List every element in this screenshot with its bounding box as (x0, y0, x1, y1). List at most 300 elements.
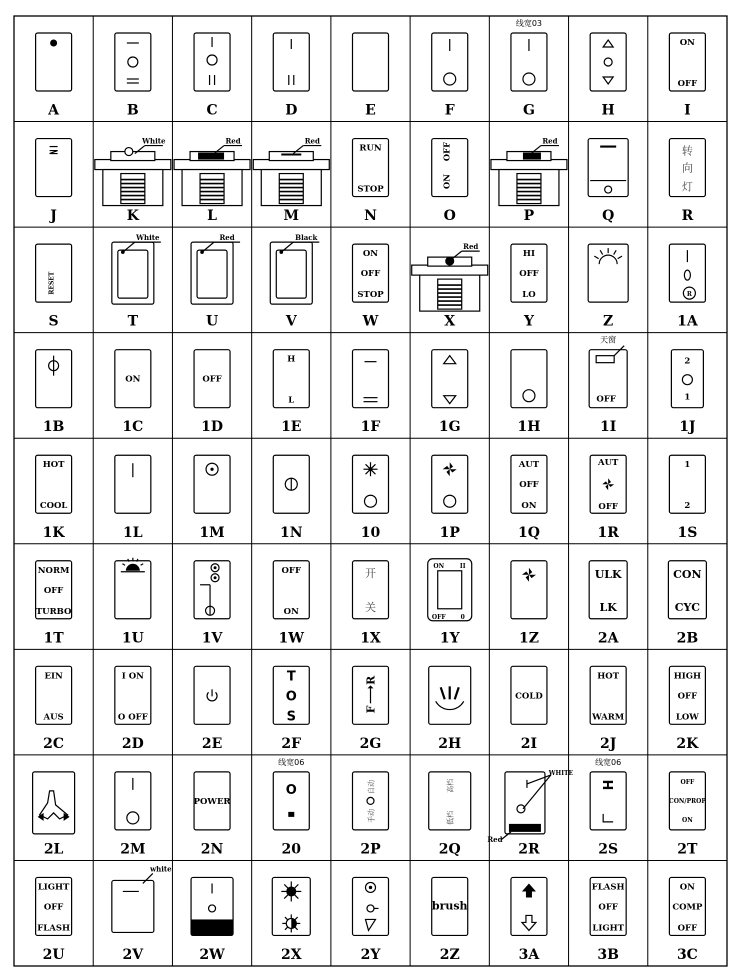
color-note: Red (463, 242, 479, 252)
cell-label: 1Q (517, 524, 540, 541)
switch-text-top: ON (362, 249, 379, 260)
switch-cell-1j (671, 350, 703, 436)
switch-cell-2d (115, 666, 151, 752)
circle-icon (517, 805, 525, 813)
switch-cell-2g (353, 666, 389, 752)
switch-text: brush (431, 899, 468, 913)
switch-text-bottom: OFF (598, 502, 618, 513)
cell-label: U (205, 313, 219, 330)
switch-text: ON (125, 374, 141, 385)
switch-text-top: AUT (597, 458, 619, 469)
switch-text-top: OFF (281, 565, 302, 576)
switch-text-bottom: LK (599, 600, 617, 614)
sun-icon (599, 255, 617, 264)
switch-text-top: H (602, 779, 618, 791)
fan-blade (446, 469, 449, 476)
rotated-on-icon (50, 151, 58, 154)
switch-cell-w (353, 244, 389, 330)
cell-label: 2Z (439, 947, 460, 963)
switch-cell-o (432, 139, 468, 225)
switch-text-top: HOT (597, 671, 620, 682)
down-triangle-icon (444, 396, 456, 404)
fan-blade (605, 484, 608, 490)
cell-label: 2A (597, 630, 619, 647)
switch-text-bottom: ON (442, 173, 453, 190)
cell-label: 1M (199, 524, 225, 541)
switch-text-top: 1 (684, 460, 691, 471)
cell-label: B (126, 102, 139, 119)
dot-icon (214, 566, 217, 569)
switch-text-top: CON (673, 567, 702, 581)
switch-cell-2n (194, 772, 232, 858)
up-triangle-icon (603, 40, 613, 47)
switch-cell-1h (511, 350, 547, 436)
switch-face (115, 33, 151, 91)
cell-label: T (127, 313, 139, 330)
switch-cell-10 (353, 455, 389, 541)
switch-text-top: O (285, 782, 297, 798)
switch-text: OFF (431, 613, 446, 621)
cell-label: 1G (438, 419, 461, 436)
switch-text-bottom: CYC (674, 600, 700, 614)
cell-label: 2E (201, 735, 223, 752)
cell-label: 2T (677, 841, 698, 858)
switch-text: POWER (193, 796, 231, 807)
color-note: Black (295, 233, 318, 243)
switch-face (194, 455, 230, 513)
switch-cell-n (353, 139, 389, 225)
switch-text-bottom: 1 (684, 392, 691, 403)
cell-label: L (207, 208, 217, 225)
cell-label: 2N (200, 841, 224, 858)
sun-ray (141, 564, 144, 566)
switch-text-middle: OFF (43, 902, 64, 913)
dot-icon (50, 40, 57, 47)
wiper-icon (455, 687, 459, 699)
circle-icon (444, 73, 456, 85)
switch-text: S (286, 709, 296, 725)
cell-label: H (601, 102, 615, 119)
circle-icon (367, 797, 374, 804)
switch-text-middle: OFF (519, 480, 539, 491)
cell-label: 1H (517, 419, 541, 436)
switch-text-bottom: LOW (675, 712, 699, 723)
fan-blade (608, 478, 611, 484)
cell-label: F (444, 102, 455, 119)
color-note: Red (542, 136, 558, 146)
switch-cell-z (588, 244, 628, 330)
circle-icon (367, 905, 374, 912)
switch-cell-2c (36, 666, 72, 752)
fan-blade (602, 481, 608, 484)
switch-cell-1v (194, 561, 230, 647)
cell-label: Z (603, 313, 614, 330)
switch-cell-d (273, 33, 309, 119)
cell-label: 1B (42, 419, 65, 436)
color-note: WHITE (548, 769, 574, 777)
switch-text-bottom: WARM (592, 712, 625, 723)
cell-label: O (443, 208, 456, 225)
switch-text-middle: OFF (677, 691, 698, 702)
switch-cell-2q (429, 772, 471, 858)
switch-cell-a (36, 33, 72, 119)
switch-cell-y (511, 244, 547, 330)
cell-label: 2G (359, 735, 382, 752)
switch-face (590, 33, 626, 91)
switch-cell-2h (429, 666, 471, 752)
switch-text-top: NORM (37, 565, 70, 576)
switch-text: R (686, 291, 692, 299)
line-width-note: 天窗 (600, 335, 617, 345)
switch-text: OFF (202, 374, 222, 385)
switch-cell-1c (115, 350, 151, 436)
cell-label: 2X (280, 947, 302, 963)
switch-face (112, 880, 154, 932)
color-note: White (136, 233, 160, 243)
sun-ray (618, 256, 622, 259)
switch-face (353, 33, 389, 91)
cell-label: 1R (597, 524, 619, 541)
color-note: Red (304, 136, 320, 146)
cell-label: Y (523, 313, 534, 330)
switch-cell-3c (669, 877, 705, 963)
switch-text-bottom: 2 (684, 501, 691, 512)
sunrise-icon (126, 564, 140, 571)
cell-label: 1N (280, 524, 303, 541)
switch-text-bottom: OFF (677, 79, 698, 89)
switch-text-bottom: AUS (43, 712, 64, 723)
wiper-arc-icon (436, 701, 464, 709)
switch-cell-1i (589, 335, 627, 436)
cell-label: S (48, 313, 59, 330)
cell-label: 2C (43, 735, 65, 752)
cell-label: 2Q (438, 841, 461, 858)
skylight-icon (596, 356, 614, 363)
cell-label: 2M (120, 841, 146, 858)
cell-label: 1D (201, 419, 224, 436)
up-triangle-icon (444, 356, 456, 364)
switch-cell-2j (590, 666, 626, 752)
cell-label: C (206, 102, 218, 119)
switch-cell-20 (273, 757, 309, 858)
cell-label: 1P (439, 524, 460, 541)
switch-cell-2a (589, 561, 627, 647)
dot-icon (214, 576, 217, 579)
cell-label: 2F (281, 735, 302, 752)
inner-frame (276, 250, 306, 298)
red-band (509, 824, 541, 832)
switch-text-middle: OFF (598, 902, 618, 913)
switch-cell-1m (194, 455, 230, 541)
switch-cell-2t (669, 772, 706, 858)
switch-text-top: ULK (594, 567, 622, 581)
switch-cell-2f (273, 666, 309, 752)
leader-line (614, 346, 624, 356)
switch-cell-1t (36, 561, 72, 647)
sun-ray (594, 256, 598, 259)
cell-label: G (522, 102, 535, 119)
indicator-bar (198, 153, 224, 160)
circle-icon (127, 812, 139, 824)
down-arrow-icon (522, 915, 536, 930)
switch-cell-1g (432, 350, 468, 436)
cell-label: 3C (676, 947, 698, 963)
color-note: White (142, 136, 166, 146)
color-note: white (150, 864, 172, 874)
cell-label: 2W (199, 947, 225, 963)
cell-label: 1F (360, 419, 381, 436)
cell-label: J (50, 208, 57, 225)
switch-text-bottom: ON (283, 606, 299, 617)
switch-cell-h (590, 33, 626, 119)
zero-icon (684, 270, 690, 280)
switch-text-top: EIN (44, 671, 63, 682)
switch-text: 0 (460, 613, 465, 621)
circle-icon (365, 495, 377, 507)
switch-text: ON (433, 562, 445, 570)
switch-cell-2z (432, 877, 468, 963)
switch-cell-t (112, 233, 161, 330)
switch-cell-2i (511, 666, 547, 752)
star-icon (286, 886, 296, 896)
cell-label: W (362, 313, 379, 330)
switch-text: O (285, 689, 297, 705)
switch-cell-x (412, 242, 488, 330)
switch-text: 手动 (367, 808, 376, 823)
switch-text-middle: COMP (672, 902, 703, 913)
switch-text-top: HI (522, 249, 535, 260)
cell-label: 1I (600, 419, 617, 436)
switch-cell-u (191, 233, 240, 330)
switch-cell-2b (668, 561, 706, 647)
dash-icon (288, 812, 294, 817)
fan-blade (450, 462, 453, 469)
switch-cell-i (669, 33, 705, 119)
switch-cell-1s (669, 455, 705, 541)
switch-text: T (286, 669, 296, 685)
switch-text-middle: OFF (43, 585, 64, 596)
switch-text-bottom: 灯 (681, 180, 693, 194)
switch-text-top: AUT (518, 460, 540, 471)
switch-cell-f (432, 33, 468, 119)
indicator-circle (125, 148, 133, 156)
switch-text-bottom: STOP (357, 290, 384, 301)
line-width-note: 线宽06 (278, 757, 305, 767)
switch-cell-3a (511, 877, 547, 963)
switch-cell-1z (511, 561, 547, 647)
switch-cell-v (270, 233, 319, 330)
cell-label: 1K (42, 524, 65, 541)
cell-label: 2P (360, 841, 381, 858)
switch-text-bottom: O OFF (117, 712, 148, 723)
cell-label: 1E (281, 419, 302, 436)
cell-label: 2K (676, 735, 699, 752)
switch-text: II (459, 562, 466, 570)
rocker-top (269, 152, 313, 161)
switch-cell-2m (115, 772, 151, 858)
cell-label: 1Y (439, 630, 460, 647)
switch-cell-1w (273, 561, 309, 647)
circle-icon (523, 73, 535, 85)
circle-icon (207, 55, 217, 65)
circle-icon (604, 58, 612, 66)
sun-ray (600, 250, 603, 254)
cell-label: 2H (438, 735, 462, 752)
switch-text-top: 2 (684, 356, 691, 367)
switch-cell-2l (33, 772, 75, 858)
switch-cell-2r (487, 770, 573, 858)
cell-label: 3A (518, 947, 540, 963)
switch-cell-1a (669, 244, 705, 330)
down-triangle-icon (603, 77, 613, 84)
switch-text-top: HIGH (673, 671, 702, 682)
switch-text: COLD (515, 691, 543, 702)
cell-label: K (126, 208, 139, 225)
cell-label: X (444, 313, 456, 330)
switch-text-top: OFF (680, 778, 695, 786)
black-band (191, 919, 233, 935)
switch-cell-1k (36, 455, 72, 541)
switch-text-top: ON (679, 38, 695, 48)
switch-face (353, 350, 389, 408)
inner-frame (197, 250, 227, 298)
switch-text-top: 转 (681, 144, 693, 158)
fan-blade (529, 575, 536, 578)
switch-text-top: HOT (42, 460, 65, 471)
cell-label: I (684, 102, 691, 119)
l-icon (603, 814, 613, 822)
switch-text-bottom: OFF (596, 394, 616, 405)
switch-cell-q (588, 139, 628, 225)
circle-icon (523, 390, 535, 402)
fan-blade (608, 484, 614, 487)
star-icon (369, 467, 373, 471)
switch-cell-m (253, 137, 329, 225)
switch-text-middle: OFF (360, 269, 381, 280)
cell-label: 1T (43, 630, 64, 647)
fan-blade (450, 469, 457, 472)
switch-cell-c (194, 33, 230, 119)
cell-label: E (365, 102, 376, 119)
switch-cell-1f (353, 350, 389, 436)
switch-cell-3b (590, 877, 626, 963)
line-width-note: 线宽03 (515, 19, 543, 28)
switch-cell-r (669, 139, 705, 225)
switch-cell-2x (272, 877, 310, 963)
cell-label: 2J (599, 735, 617, 752)
cell-label: Q (602, 208, 615, 225)
cell-label: 1W (278, 630, 305, 647)
cell-label: A (48, 102, 60, 119)
dot-icon (210, 468, 213, 471)
fan-blade (526, 575, 529, 582)
cell-label: 1L (123, 524, 143, 541)
inner-frame (118, 250, 148, 298)
cell-label: 2L (43, 841, 64, 858)
cell-label: V (285, 313, 297, 330)
circle-icon (209, 905, 216, 912)
cell-label: 2D (121, 735, 144, 752)
switch-cell-1y (428, 559, 472, 647)
switch-cell-1b (36, 350, 72, 436)
circle-icon (444, 495, 456, 507)
switch-cell-1x (353, 561, 389, 647)
cell-label: P (523, 208, 535, 225)
switch-text: 自动 (367, 779, 376, 794)
switch-cell-2y (353, 877, 389, 963)
switch-text-bottom: LIGHT (592, 923, 624, 934)
color-note: Red (219, 233, 235, 243)
switch-cell-1q (511, 455, 547, 541)
line-width-note: 线宽06 (595, 757, 622, 767)
switch-text: F (364, 705, 378, 714)
switch-cell-p (491, 137, 567, 225)
switch-text-bottom: COOL (39, 501, 68, 512)
switch-text-bottom: ON (682, 816, 693, 824)
cell-label: 2R (518, 841, 540, 858)
cell-label: 10 (360, 524, 381, 541)
cell-label: 2U (42, 947, 65, 963)
fan-blade (443, 466, 450, 469)
switch-face (33, 772, 75, 834)
seat-icon (40, 791, 68, 819)
switch-text-bottom: LO (522, 290, 536, 301)
color-note: Red (487, 834, 503, 844)
switch-cell-b (115, 33, 151, 119)
cell-label: D (285, 102, 298, 119)
switch-cell-1e (273, 350, 309, 436)
switch-cell-s (36, 244, 72, 330)
cell-label: 1A (677, 313, 698, 330)
switch-text-bottom: L (288, 395, 295, 406)
switch-text: 低档 (446, 810, 455, 825)
fan-blade (529, 568, 532, 575)
cell-label: 1S (677, 524, 698, 541)
switch-text-bottom: TURBO (35, 606, 72, 617)
cell-label: 2B (676, 630, 699, 647)
indicator-bar (523, 153, 541, 160)
switch-cell-1n (273, 455, 309, 541)
sun-ray (122, 564, 125, 566)
switch-cell-2e (194, 666, 230, 752)
dot-icon (369, 886, 372, 889)
cell-label: 2S (598, 841, 619, 858)
cell-label: 2Y (360, 947, 381, 963)
switch-text-middle: 向 (681, 161, 693, 175)
wiper-icon (441, 687, 445, 699)
switch-text-top: I ON (121, 671, 144, 682)
switch-cell-1r (590, 455, 626, 541)
switch-text-bottom: ON (521, 501, 537, 512)
switch-cell-2k (669, 666, 705, 752)
switch-text: 高档 (446, 778, 455, 793)
switch-cell-k (95, 137, 171, 225)
cell-label: 3B (597, 947, 619, 963)
cell-label: 1U (121, 630, 144, 647)
cell-label: 1V (201, 630, 223, 647)
switch-cell-1p (432, 455, 468, 541)
switch-cell-e (353, 33, 389, 119)
switch-text-top: ON (679, 882, 695, 893)
cell-label: 1X (360, 630, 381, 647)
switch-face (432, 350, 468, 408)
cell-label: 1Z (518, 630, 539, 647)
switch-text-top: RUN (359, 143, 382, 154)
leader-line (143, 873, 153, 883)
switch-face (273, 772, 309, 830)
fr-group (365, 675, 378, 713)
triangle-icon (366, 919, 376, 930)
